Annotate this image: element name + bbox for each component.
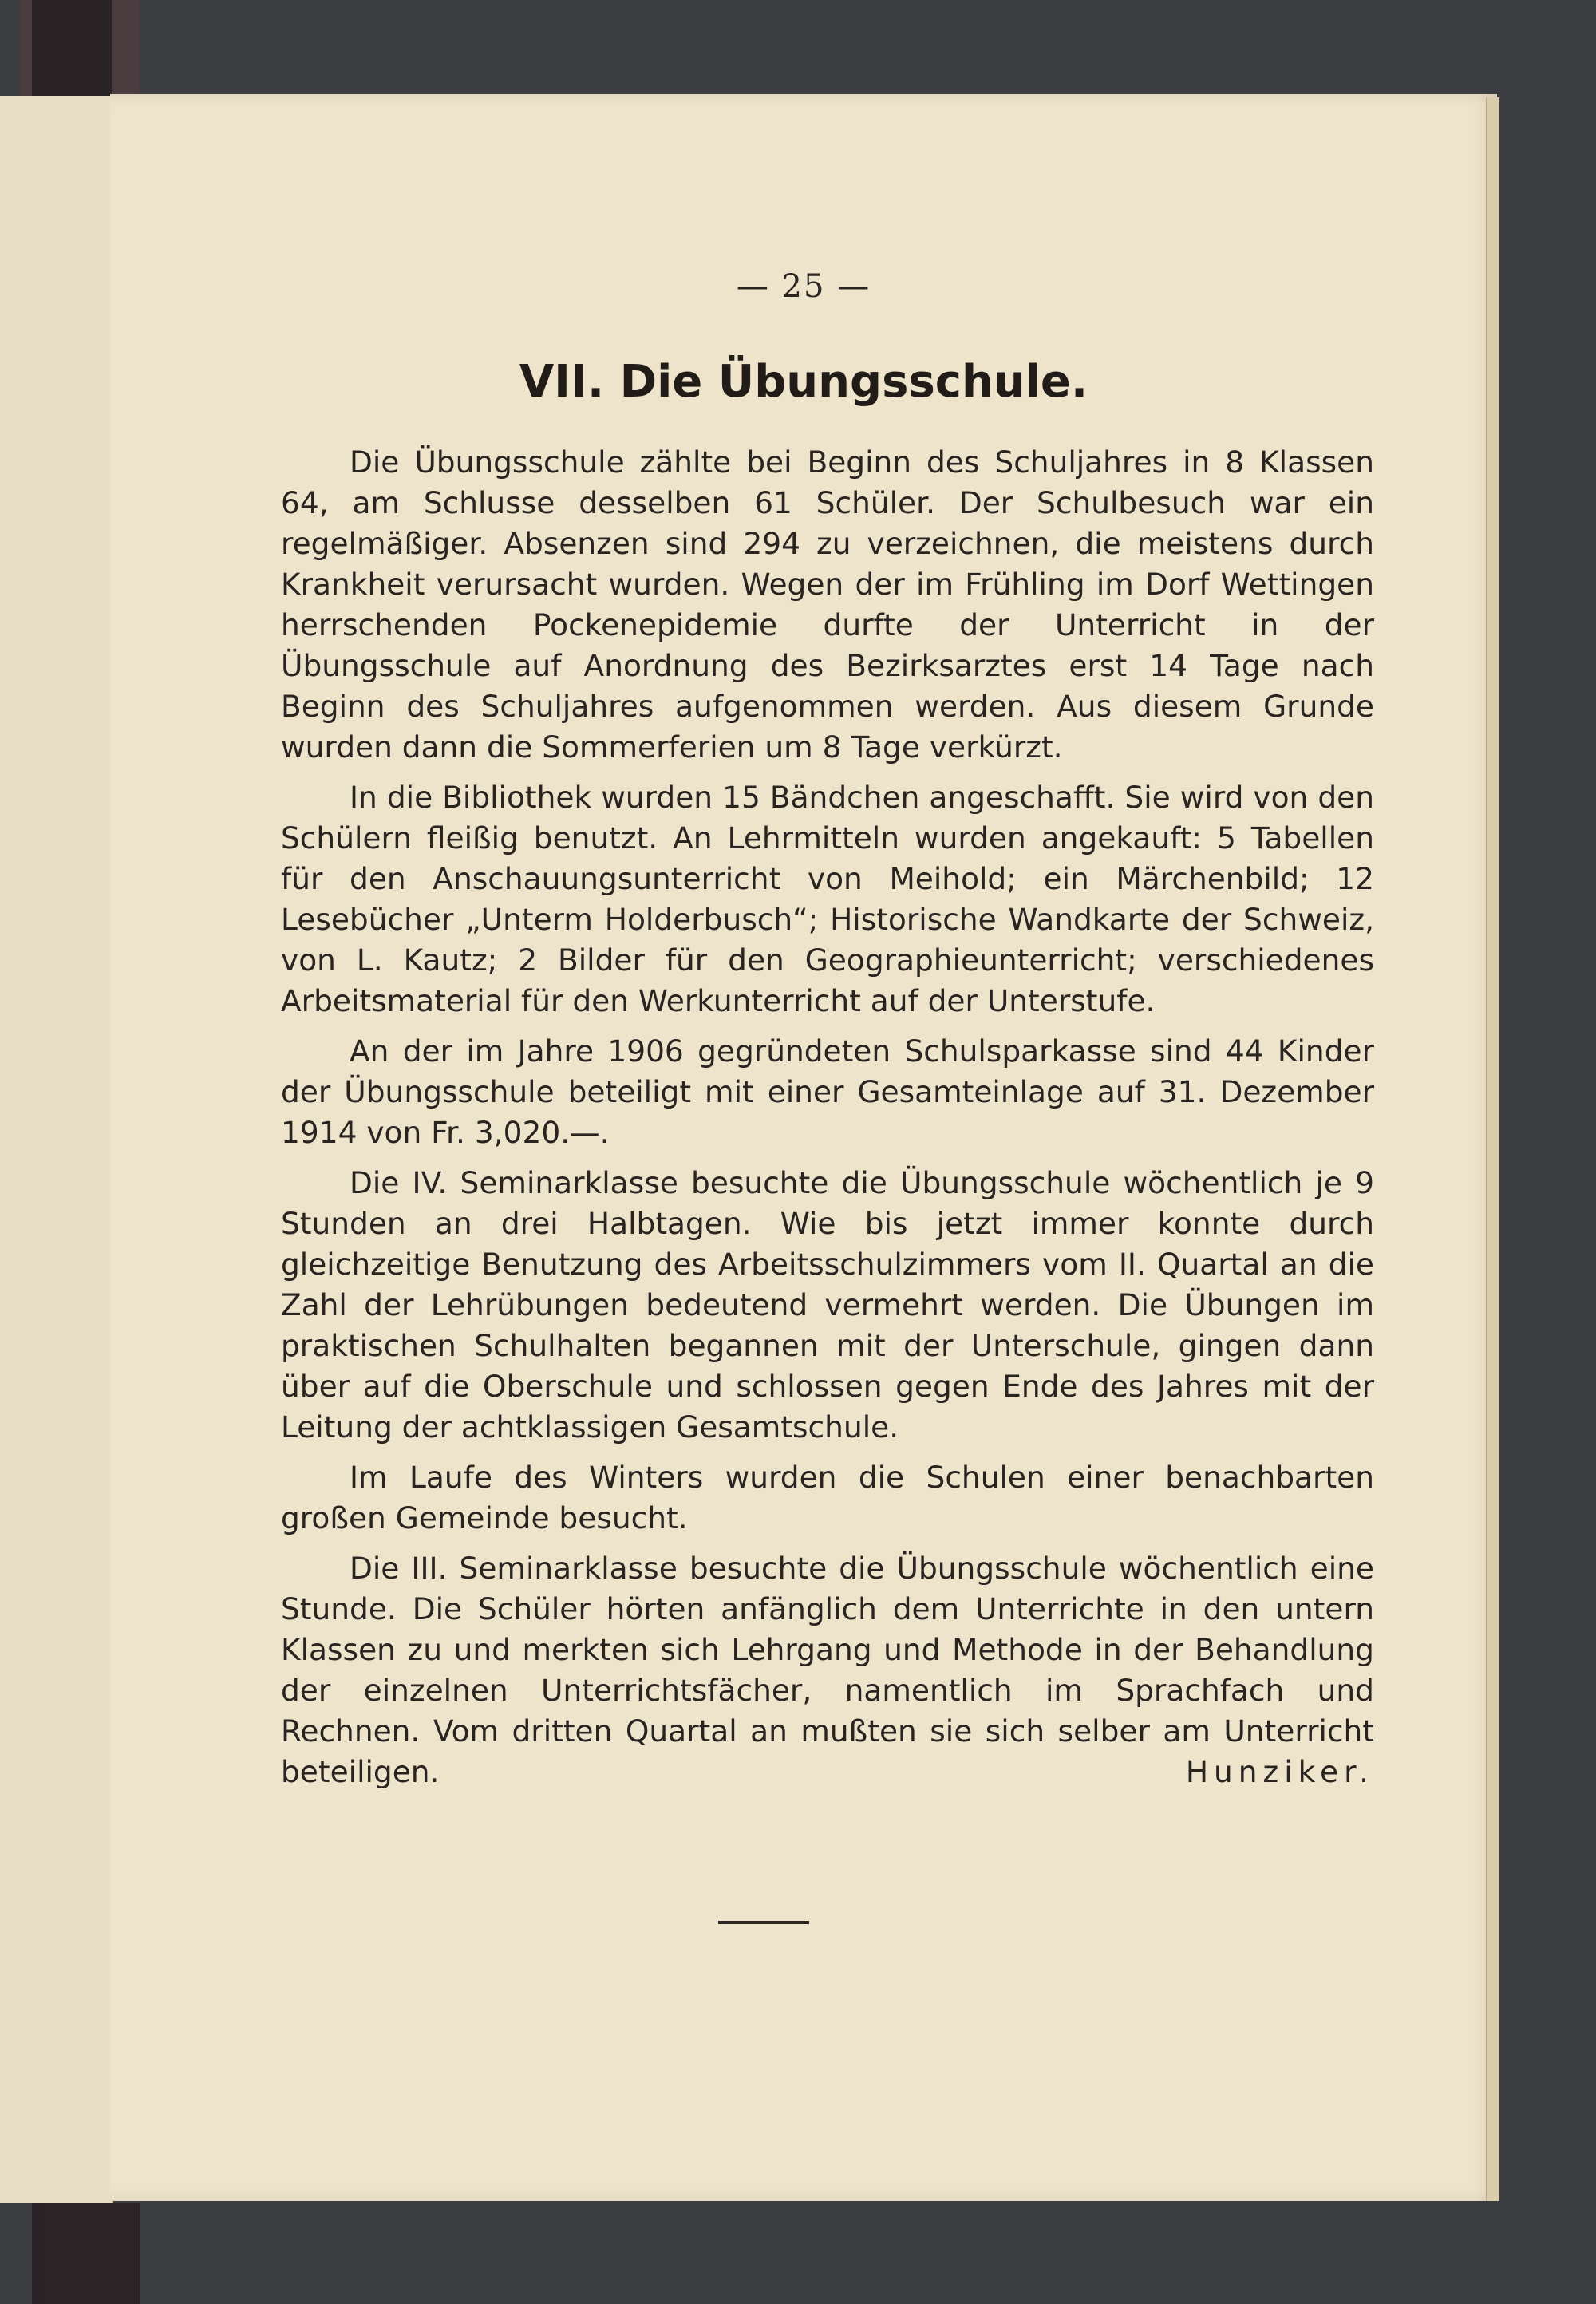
paragraph: In die Bibliothek wurden 15 Bändchen angeschafft. Sie wird von den Schülern fleißig benutzt. An Lehrmitteln wurden angekauft: 5 Tabellen für den Anschauungsunterricht von Meihold; ein Märchenbild; 12 Lesebücher „Unterm Holderbusch“; Historische Wandkarte der Schweiz, von L. Kautz; 2 Bilder für den Geographieunterricht; verschiedenes Arbeitsmaterial für den Werkunterricht auf der Unterstufe. bbox=[281, 780, 1374, 1018]
document-page bbox=[110, 94, 1497, 2201]
paragraph: Die IV. Seminarklasse besuchte die Übungsschule wöchentlich je 9 Stunden an drei Halbtagen. Wie bis jetzt immer konnte durch gleichzeitige Benutzung des Arbeitsschulzimmers vom II. Quartal an die Zahl der Lehrübungen bedeutend vermehrt werden. Die Übungen im praktischen Schulhalten begannen mit der Unterschule, gingen dann über auf die Oberschule und schlossen gegen Ende des Jahres mit der Leitung der achtklassigen Gesamtschule. bbox=[281, 1165, 1374, 1444]
page-number: — 25 — bbox=[736, 268, 871, 305]
author-signature: Hunziker. bbox=[1185, 1754, 1374, 1789]
paragraph-last bbox=[281, 1548, 1374, 1792]
paragraph-text: Die III. Seminarklasse besuchte die Übungsschule wöchentlich eine Stunde. Die Schüler hörten anfänglich dem Unterrichte in den untern Klassen zu und merkten sich Lehrgang und Methode in der Behandlung der einzelnen Unterrichtsfächer, namentlich im Sprachfach und Rechnen. Vom dritten Quartal an mußten sie sich selber am Unterricht beteiligen. bbox=[281, 1551, 1374, 1789]
facing-page-edge bbox=[0, 96, 113, 2203]
paragraph: An der im Jahre 1906 gegründeten Schulsparkasse sind 44 Kinder der Übungsschule beteiligt mit einer Gesamteinlage auf 31. Dezember 1914 von Fr. 3,020.—. bbox=[281, 1033, 1374, 1150]
book-binding-bottom bbox=[44, 2203, 140, 2304]
paragraph: Im Laufe des Winters wurden die Schulen einer benachbarten großen Gemeinde besucht. bbox=[281, 1460, 1374, 1535]
page-edge bbox=[1486, 97, 1499, 2201]
body-text bbox=[281, 442, 1374, 1802]
section-end-rule bbox=[718, 1921, 809, 1924]
paragraph: Die Übungsschule zählte bei Beginn des Schuljahres in 8 Klassen 64, am Schlusse desselben 61 Schüler. Der Schulbesuch war ein regelmäßiger. Absenzen sind 294 zu verzeichnen, die meistens durch Krankheit verursacht wurden. Wegen der im Frühling im Dorf Wettingen herrschenden Pockenepidemie durfte der Unterricht in der Übungsschule auf Anordnung des Bezirksarztes erst 14 Tage nach Beginn des Schuljahres aufgenommen werden. Aus diesem Grunde wurden dann die Sommerferien um 8 Tage verkürzt. bbox=[281, 445, 1374, 765]
page-title: VII. Die Übungsschule. bbox=[519, 356, 1088, 408]
